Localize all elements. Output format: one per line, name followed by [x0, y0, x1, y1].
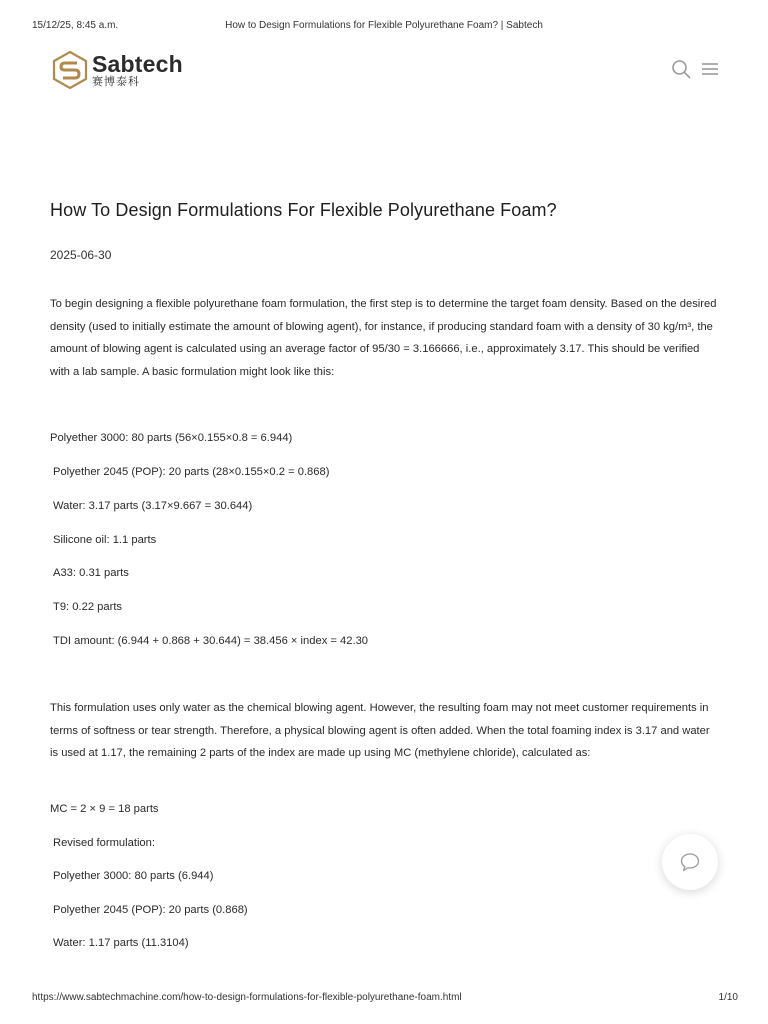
site-header: [0, 44, 768, 100]
revised-line: Polyether 3000: 80 parts (6.944): [53, 870, 214, 882]
chat-button[interactable]: [662, 834, 718, 890]
article-date: 2025-06-30: [50, 248, 112, 262]
brand-subtitle: 赛博泰科: [92, 75, 140, 88]
logo[interactable]: [52, 50, 183, 90]
article: [50, 200, 720, 949]
formulation-line: T9: 0.22 parts: [53, 601, 123, 613]
logo-mark-icon: [52, 50, 88, 90]
brand-name: Sabtech: [92, 50, 183, 77]
formulation-line: Polyether 2045 (POP): 20 parts (28×0.155×0.2 = 0.868): [53, 466, 330, 478]
revised-line: Revised formulation:: [53, 837, 155, 849]
formulation-line: TDI amount: (6.944 + 0.868 + 30.644) = 38.456 × index = 42.30: [53, 635, 369, 647]
formulation-line: Silicone oil: 1.1 parts: [53, 534, 157, 546]
page-number: 1/10: [718, 992, 738, 1003]
blowing-agent-paragraph: This formulation uses only water as the chemical blowing agent. However, the resulting foam may not meet customer requirements in terms of softness or tear strength. Therefore, a physical blowing agent is often added. When the total foaming index is 3.17 and water is used at 1.17, the remaining 2 parts of the index are made up using MC (methylene chloride), calculated as:: [50, 702, 710, 760]
formulation-line: A33: 0.31 parts: [53, 567, 129, 579]
mc-calculation: MC = 2 × 9 = 18 parts: [50, 803, 159, 815]
search-icon[interactable]: [670, 58, 692, 80]
menu-icon[interactable]: [699, 58, 721, 80]
intro-paragraph: To begin designing a flexible polyurethane foam formulation, the first step is to determine the target foam density. Based on the desired density (used to initially estimate the amount of blowing agent), for instance, if producing standard foam with a density of 30 kg/m³, the amount of blowing agent is calculated using an average factor of 95/30 = 3.166666, i.e., approximately 3.17. This should be verified with a lab sample. A basic formulation might look like this:: [50, 298, 717, 379]
revised-line: Polyether 2045 (POP): 20 parts (0.868): [53, 904, 248, 916]
formulation-line: Polyether 3000: 80 parts (56×0.155×0.8 = 6.944): [50, 432, 293, 444]
print-url: https://www.sabtechmachine.com/how-to-design-formulations-for-flexible-polyurethane-foam.html: [32, 992, 462, 1003]
chat-icon: [679, 851, 701, 873]
print-title: How to Design Formulations for Flexible Polyurethane Foam? | Sabtech: [225, 20, 543, 31]
print-header: [0, 0, 768, 40]
formulation-line: Water: 3.17 parts (3.17×9.667 = 30.644): [53, 500, 253, 512]
article-title: How To Design Formulations For Flexible Polyurethane Foam?: [50, 200, 557, 220]
revised-line: Water: 1.17 parts (11.3104): [53, 937, 189, 949]
print-date: 15/12/25, 8:45 a.m.: [32, 20, 119, 31]
